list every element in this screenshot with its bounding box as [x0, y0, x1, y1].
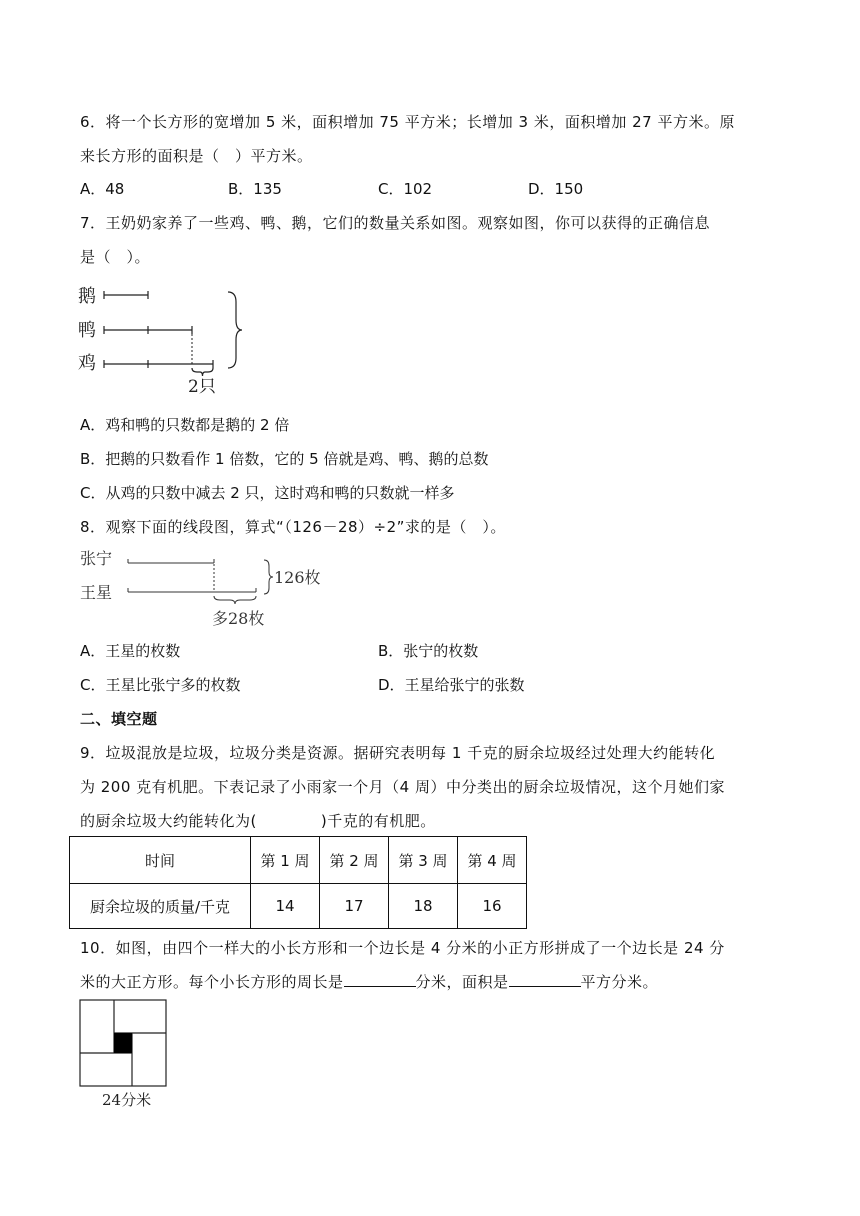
- q8-option-a[interactable]: A．王星的枚数: [80, 642, 181, 660]
- q6-option-d[interactable]: D．150: [528, 180, 584, 198]
- q6-option-c[interactable]: C．102: [378, 180, 433, 198]
- q7-label-chicken: 鸡: [78, 353, 96, 374]
- q8-line-1: 8．观察下面的线段图，算式“（126－28）÷2”求的是（ ）。: [80, 518, 506, 536]
- q10-line-2: [80, 972, 658, 992]
- q8-total-label: 126枚: [274, 568, 321, 587]
- table-header-week-1: 第 1 周: [251, 837, 320, 884]
- q7-note-2: 2只: [188, 377, 216, 396]
- q7-small-brace: [192, 368, 213, 376]
- q9-line-1: 9．垃圾混放是垃圾，垃圾分类是资源。据研究表明每 1 千克的厨余垃圾经过处理大约能转化: [80, 744, 716, 762]
- q8-diff-label: 多28枚: [212, 609, 265, 628]
- q10-area-blank[interactable]: [509, 972, 581, 987]
- small-black-square: [114, 1033, 132, 1053]
- section-2-heading: 二、填空题: [80, 710, 158, 728]
- q10-diagram-label: 24分米: [102, 1091, 152, 1109]
- q6-line-1: 6．将一个长方形的宽增加 5 米，面积增加 75 平方米；长增加 3 米，面积增加 27 平方米。原: [80, 113, 735, 131]
- q7-option-b[interactable]: B．把鹅的只数看作 1 倍数，它的 5 倍就是鸡、鸭、鹅的总数: [80, 450, 489, 468]
- q6-option-a[interactable]: A．48: [80, 180, 125, 198]
- q7-label-goose: 鹅: [78, 286, 96, 307]
- q9-line-3-suffix: )千克的有机肥。: [320, 812, 436, 830]
- q7-option-a[interactable]: A．鸡和鸭的只数都是鹅的 2 倍: [80, 416, 290, 434]
- q7-total-brace: [228, 292, 242, 368]
- q8-segment-diagram: [78, 544, 328, 634]
- q8-label-wangxing: 王星: [80, 583, 113, 602]
- q6-line-2: 来长方形的面积是（ ）平方米。: [80, 147, 313, 165]
- table-cell-week-4: 16: [458, 884, 527, 929]
- table-cell-week-2: 17: [320, 884, 389, 929]
- q8-label-zhangning: 张宁: [80, 549, 113, 568]
- q7-line-1: 7．王奶奶家养了一些鸡、鸭、鹅，它们的数量关系如图。观察如图，你可以获得的正确信息: [80, 214, 711, 232]
- q7-segment-diagram: [76, 280, 256, 396]
- table-header-week-3: 第 3 周: [389, 837, 458, 884]
- q7-option-c[interactable]: C．从鸡的只数中减去 2 只，这时鸡和鸭的只数就一样多: [80, 484, 455, 502]
- table-cell-week-3: 18: [389, 884, 458, 929]
- q10-line-2-part-a: 米的大正方形。每个小长方形的周长是: [80, 973, 344, 991]
- q6-option-b[interactable]: B．135: [228, 180, 282, 198]
- q8-option-d[interactable]: D．王星给张宁的张数: [378, 676, 525, 694]
- table-row-label: 厨余垃圾的质量/千克: [70, 884, 251, 929]
- q10-line-2-part-b: 分米，面积是: [415, 973, 509, 991]
- q7-label-duck: 鸭: [78, 320, 96, 341]
- q7-line-2: 是（ ）。: [80, 248, 151, 266]
- table-cell-week-1: 14: [251, 884, 320, 929]
- q9-line-2: 为 200 克有机肥。下表记录了小雨家一个月（4 周）中分类出的厨余垃圾情况，这个月她们家: [80, 778, 725, 796]
- q9-food-waste-table: [69, 836, 527, 929]
- q8-diff-brace: [214, 596, 256, 604]
- q10-line-1: 10．如图，由四个一样大的小长方形和一个边长是 4 分米的小正方形拼成了一个边长是 24 分: [80, 939, 725, 957]
- q9-line-3-prefix: 的厨余垃圾大约能转化为(: [80, 812, 257, 830]
- q8-total-brace: [264, 560, 273, 594]
- q8-option-b[interactable]: B．张宁的枚数: [378, 642, 479, 660]
- table-header-week-4: 第 4 周: [458, 837, 527, 884]
- q10-line-2-part-c: 平方分米。: [580, 973, 659, 991]
- q10-square-diagram: [78, 998, 178, 1110]
- q8-option-c[interactable]: C．王星比张宁多的枚数: [80, 676, 241, 694]
- q9-line-3: [80, 811, 436, 831]
- table-header-time: 时间: [70, 837, 251, 884]
- q10-perimeter-blank[interactable]: [344, 972, 416, 987]
- table-header-week-2: 第 2 周: [320, 837, 389, 884]
